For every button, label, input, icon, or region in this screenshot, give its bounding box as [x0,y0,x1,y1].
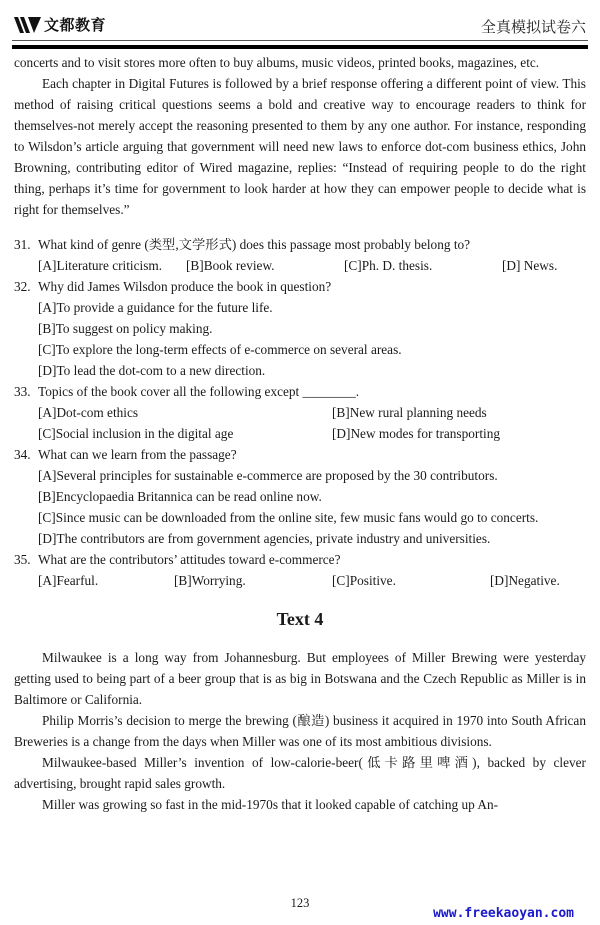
exam-title: 全真模拟试卷六 [480,18,586,36]
question-stem: What are the contributors’ attitudes toward e-commerce? [38,552,341,567]
option-c[interactable]: [C]Since music can be downloaded from the online site, few music fans would go to concerts. [38,510,539,525]
header-rule-thick [12,45,588,49]
logo-text: 文都教育 [44,16,107,34]
option-b[interactable]: [B]New rural planning needs [332,405,487,420]
watermark-link[interactable]: www.freekaoyan.com [433,906,574,921]
option-d[interactable]: [D]New modes for transporting [332,426,501,441]
question-number: 35. [14,552,31,567]
option-c[interactable]: [C]Ph. D. thesis. [344,258,433,273]
question-35 [14,549,586,591]
question-32 [14,276,586,381]
question-stem: What can we learn from the passage? [38,447,237,462]
option-a[interactable]: [A]Fearful. [38,573,99,588]
text4-paragraph: Miller was growing so fast in the mid-1970s that it looked capable of catching up An- [42,797,499,812]
option-c[interactable]: [C]Positive. [332,573,396,588]
logo [14,14,106,35]
option-a[interactable]: [A]To provide a guidance for the future life. [38,300,273,315]
option-d[interactable]: [D] News. [502,258,558,273]
question-number: 33. [14,384,31,399]
text4-paragraph: Philip Morris’s decision to merge the brewing (酿造) business it acquired in 1970 into South African Breweries is a change from the days when Miller was one of its most ambitious divisions. [14,713,586,749]
option-b[interactable]: [B]To suggest on policy making. [38,321,213,336]
option-b[interactable]: [B]Encyclopaedia Britannica can be read online now. [38,489,322,504]
question-number: 32. [14,279,31,294]
question-stem: Topics of the book cover all the following except ________. [38,384,360,399]
question-stem: What kind of genre (类型,文学形式) does this passage most probably belong to? [38,237,471,252]
wendu-logo-icon [14,15,42,35]
option-d[interactable]: [D]To lead the dot-com to a new direction. [38,363,266,378]
page-content [14,52,586,815]
option-d[interactable]: [D]Negative. [490,573,560,588]
option-a[interactable]: [A]Literature criticism. [38,258,163,273]
text4-paragraph: Milwaukee is a long way from Johannesburg. But employees of Miller Brewing were yesterday getting used to being part of a beer group that is as big in Botswana and the Czech Republic as Miller is in Baltimore or California. [14,650,586,707]
option-b[interactable]: [B]Book review. [186,258,275,273]
header-rule-thin [12,40,588,41]
question-31 [14,234,586,276]
question-33 [14,381,586,444]
question-stem: Why did James Wilsdon produce the book in question? [38,279,332,294]
passage-paragraph: concerts and to visit stores more often to buy albums, music videos, printed books, magazines, etc. [14,55,540,70]
option-d[interactable]: [D]The contributors are from government agencies, private industry and universities. [38,531,491,546]
option-b[interactable]: [B]Worrying. [174,573,246,588]
text4-paragraph: Milwaukee-based Miller’s invention of low-calorie-beer(低卡路里啤酒), backed by clever advertising, brought rapid sales growth. [14,755,586,791]
question-number: 31. [14,237,31,252]
page-number: 123 [290,896,310,910]
page-header [12,10,588,50]
passage-paragraph: Each chapter in Digital Futures is followed by a brief response offering a different point of view. This method of raising critical questions seems a bold and creative way to encourage readers to think for themselves-not merely accept the reasoning presented to them by any one author. For instance, responding to Wilsdon’s article arguing that government will need new laws to enforce dot-com business ethics, John Browning, contributing editor of Wired magazine, replies: “Instead of requiring people to do the right thing, perhaps it’s time for government to look harder at how they can empower people to decide what is right for themselves.” [14,76,586,217]
question-number: 34. [14,447,31,462]
section-title: Text 4 [276,609,324,629]
option-c[interactable]: [C]To explore the long-term effects of e-commerce on several areas. [38,342,402,357]
question-34 [14,444,586,549]
option-c[interactable]: [C]Social inclusion in the digital age [38,426,234,441]
option-a[interactable]: [A]Several principles for sustainable e-commerce are proposed by the 30 contributors. [38,468,498,483]
option-a[interactable]: [A]Dot-com ethics [38,405,139,420]
